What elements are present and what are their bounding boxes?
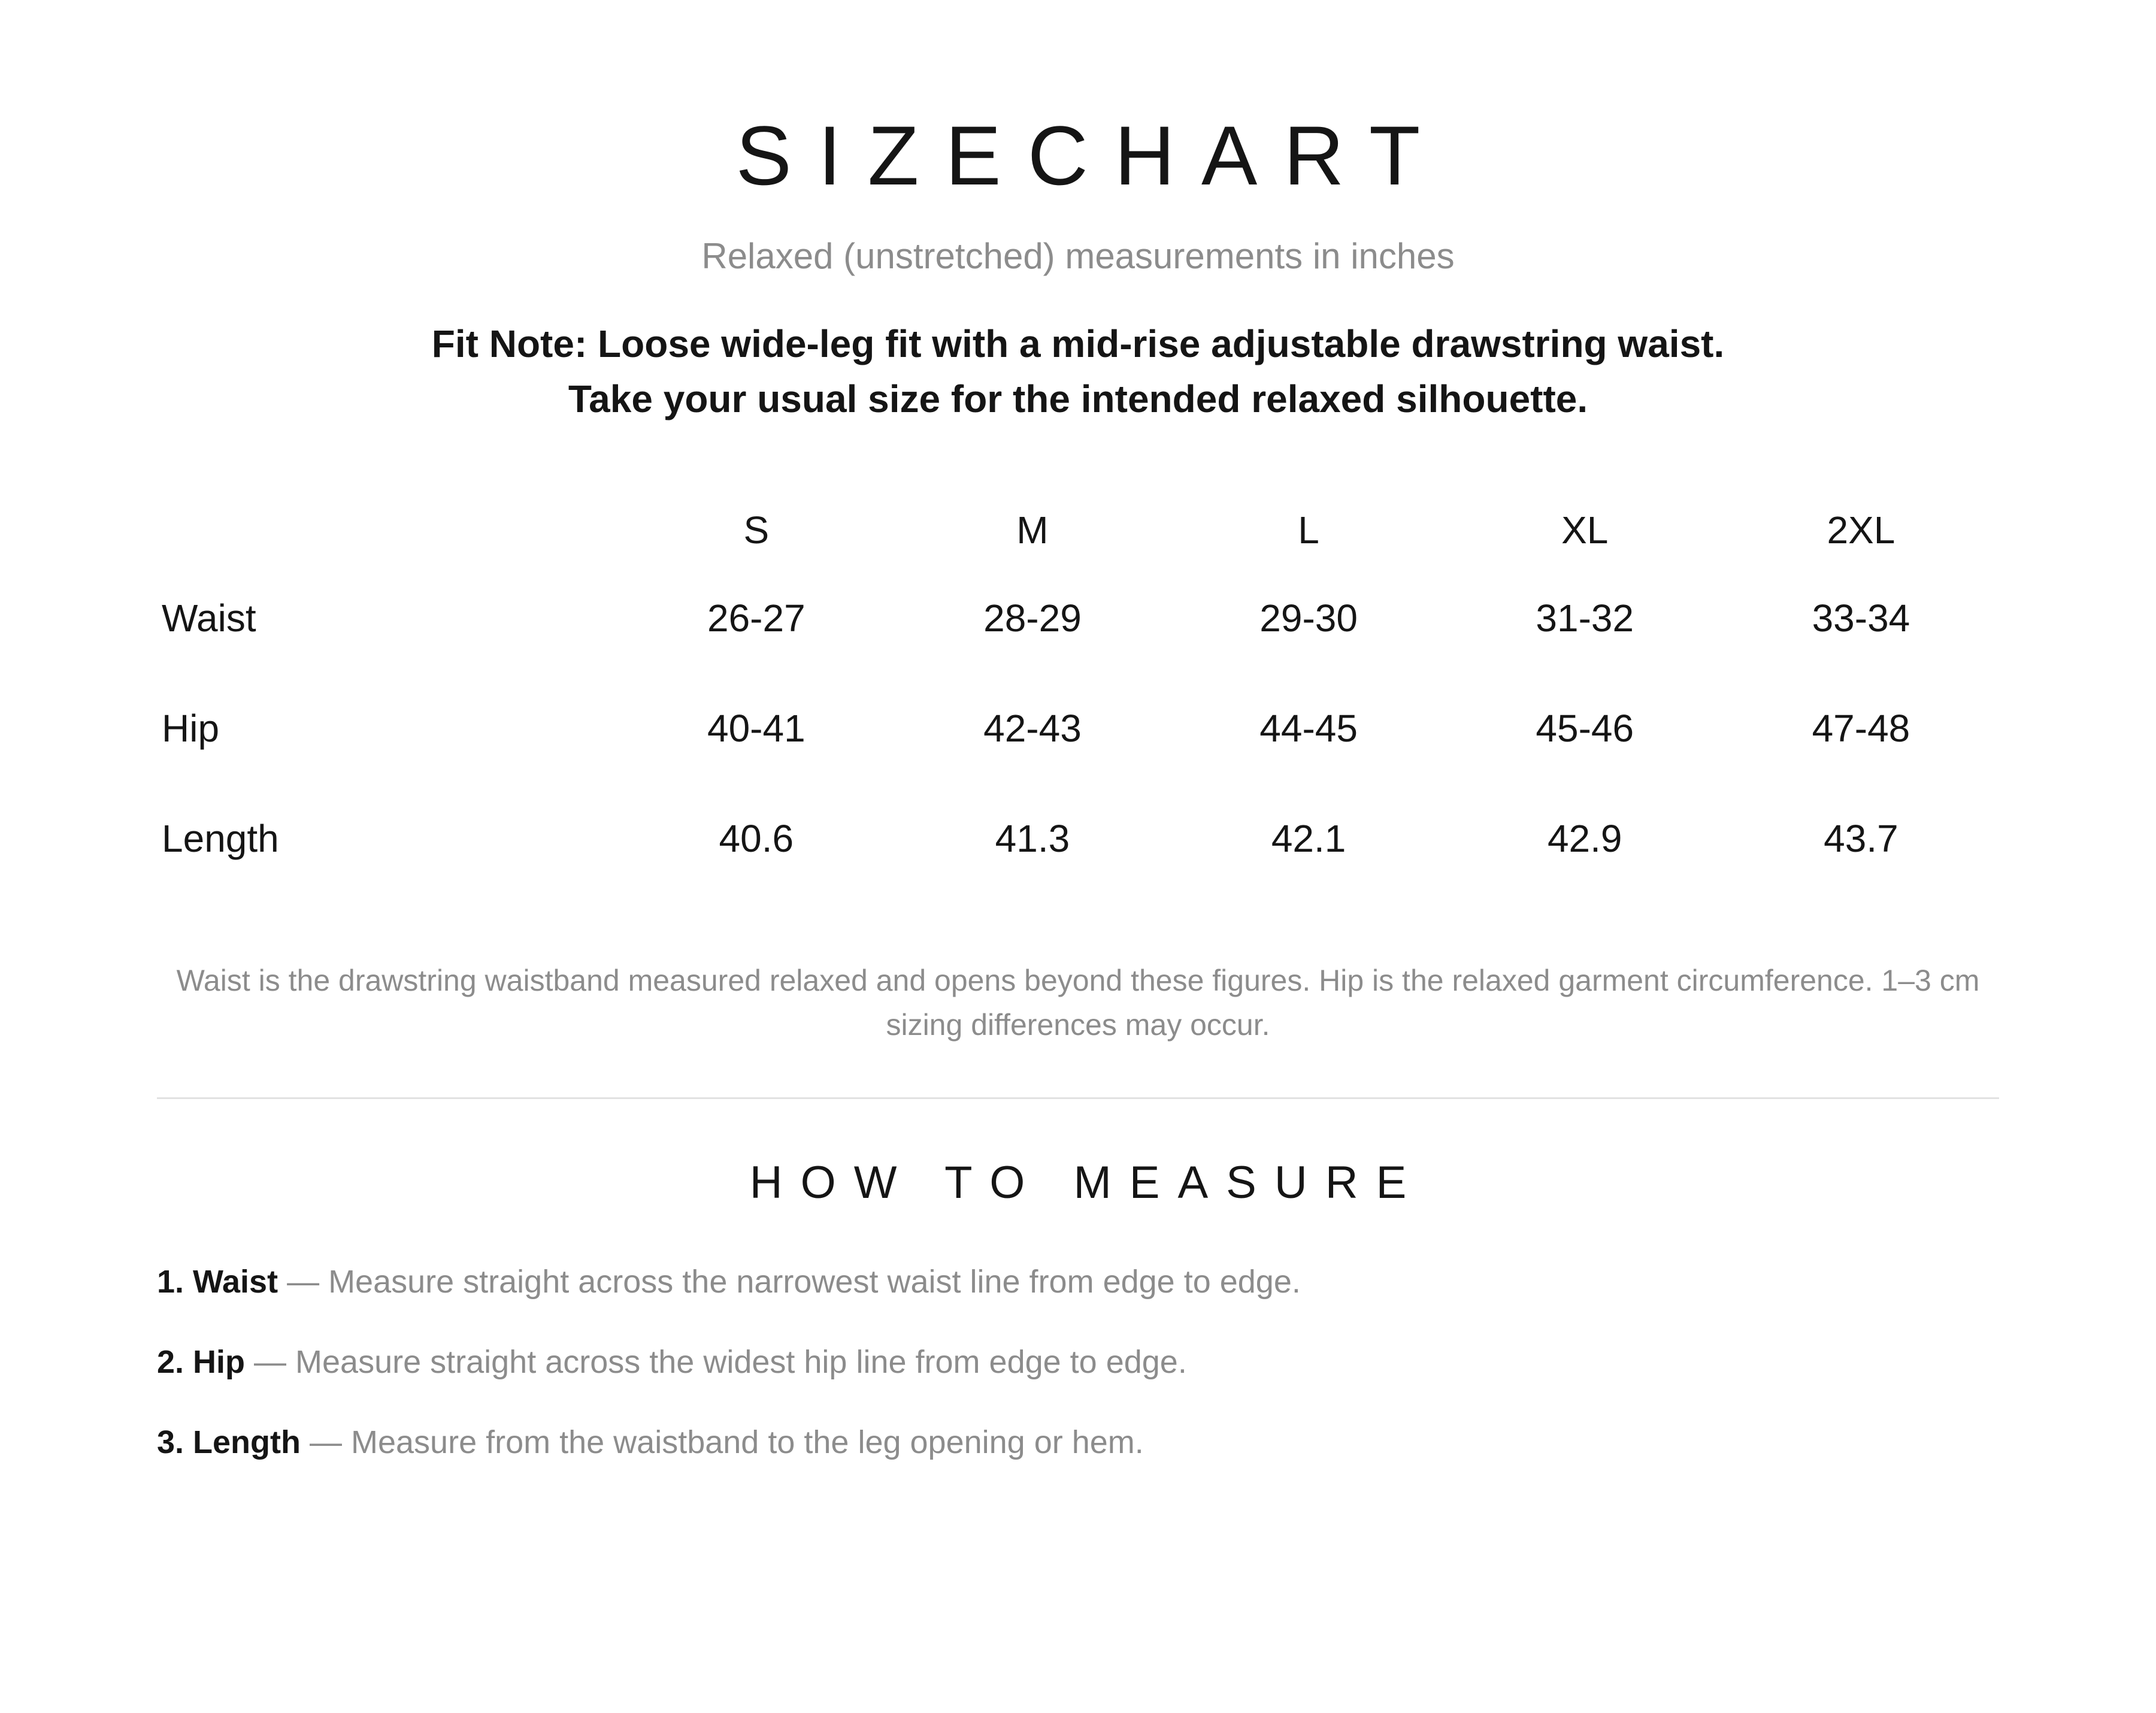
table-row-waist (157, 563, 1999, 673)
table-cell: 29-30 (1259, 597, 1358, 640)
table-cell: 45-46 (1536, 707, 1634, 750)
list-item (157, 1418, 1999, 1499)
row-label-waist: Waist (162, 597, 256, 640)
table-cell: 40.6 (719, 817, 794, 860)
table-cell: 40-41 (707, 707, 806, 750)
section-divider (157, 1097, 1999, 1099)
row-label-length: Length (162, 817, 279, 860)
measure-steps (157, 1258, 1999, 1499)
list-item (157, 1258, 1999, 1338)
table-corner (157, 497, 618, 563)
size-header-s: S (743, 509, 770, 552)
fit-note (0, 316, 2156, 426)
table-cell: 41.3 (995, 817, 1070, 860)
table-cell: 42.9 (1547, 817, 1622, 860)
step-name: 2. Hip (157, 1344, 246, 1380)
step-text: — Measure straight across the widest hip line from edge to edge. (245, 1344, 1187, 1380)
size-header-l: L (1298, 509, 1319, 552)
table-cell: 26-27 (707, 597, 806, 640)
step-text: — Measure from the waistband to the leg opening or hem. (301, 1424, 1144, 1460)
page-subtitle: Relaxed (unstretched) measurements in inches (701, 236, 1455, 276)
row-label-hip: Hip (162, 707, 220, 750)
list-item (157, 1338, 1999, 1418)
table-cell: 42-43 (983, 707, 1082, 750)
table-cell: 33-34 (1812, 597, 1910, 640)
table-cell: 44-45 (1259, 707, 1358, 750)
table-row-hip (157, 673, 1999, 783)
table-row-length (157, 783, 1999, 894)
page-title: SIZECHART (735, 108, 1447, 202)
measurement-notes: Waist is the drawstring waistband measured relaxed and opens beyond these figures. Hip is the relaxed garment circumference. 1–3 cm sizing differences may occur. (176, 964, 1980, 1042)
size-header-row (157, 497, 1999, 563)
fit-note-line-2: Take your usual size for the intended relaxed silhouette. (568, 377, 1588, 420)
step-name: 1. Waist (157, 1264, 278, 1300)
size-header-m: M (1016, 509, 1049, 552)
table-cell: 43.7 (1824, 817, 1898, 860)
table-cell: 42.1 (1271, 817, 1346, 860)
table-cell: 28-29 (983, 597, 1082, 640)
step-name: 3. Length (157, 1424, 301, 1460)
table-cell: 31-32 (1536, 597, 1634, 640)
how-to-measure-title: HOW TO MEASURE (749, 1157, 1425, 1208)
step-text: — Measure straight across the narrowest waist line from edge to edge. (278, 1264, 1301, 1300)
size-header-xl: XL (1561, 509, 1609, 552)
table-cell: 47-48 (1812, 707, 1910, 750)
size-table (157, 497, 1999, 894)
fit-note-line-1: Fit Note: Loose wide-leg fit with a mid-rise adjustable drawstring waist. (431, 322, 1725, 365)
size-header-2xl: 2XL (1827, 509, 1895, 552)
